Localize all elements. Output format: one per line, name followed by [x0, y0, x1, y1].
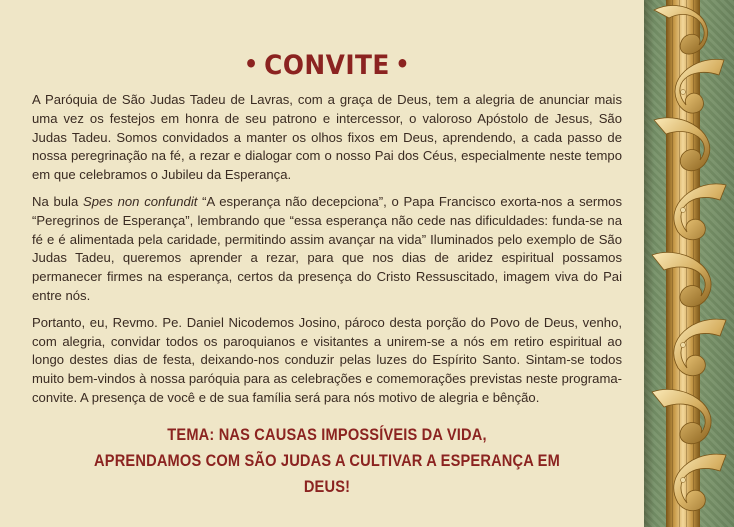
bula-text-start: Na bula — [32, 193, 84, 209]
bula-title-italic: Spes non confundit — [83, 193, 198, 209]
title-text: CONVITE — [264, 50, 390, 81]
acanthus-leaves-ornament — [644, 0, 734, 527]
page-title — [56, 50, 599, 81]
paragraph-invitation: Portanto, eu, Revmo. Pe. Daniel Nicodemos Josino, pároco desta porção do Povo de Deus, venho, com alegria, convidar todos os paroquianos e visitantes a unirem-se a nós em retiro espiritual ao longo destes dias de festa, deixando-nos conduzir pelas luzes do Espírito Santo. Sintam-se todos muito bem-vindos à nossa paróquia para as celebrações e comemorações previstas neste programa-convite. A presença de você e de sua família será para nós motivo de alegria e bênção. — [32, 314, 622, 405]
invitation-content — [32, 50, 622, 500]
bula-text-rest: “A esperança não decepciona”, o Papa Francisco exorta-nos a sermos “Peregrinos de Esperança”, lembrando que “essa esperança não cede nas dificuldades: funda-se na fé e é alimentada pela caridade, permitindo assim avançar na vida” Iluminados pelo exemplo de São Judas Tadeu, queremos aprender a rezar, para que nos dias de aridez espiritual possamos permanecer firmes na esperança, certos da presença do Cristo Ressuscitado, imagem viva do Pai entre nós. — [32, 193, 622, 303]
theme-block — [73, 422, 580, 500]
title-bullet-left: • — [244, 50, 259, 78]
theme-line-2: APRENDAMOS COM SÃO JUDAS A CULTIVAR A ESPERANÇA EM DEUS! — [94, 450, 560, 496]
title-bullet-right: • — [395, 50, 410, 78]
theme-line-1: TEMA: NAS CAUSAS IMPOSSÍVEIS DA VIDA, — [167, 424, 487, 444]
ornamental-border — [644, 0, 734, 527]
paragraph-bula — [32, 193, 622, 306]
paragraph-intro: A Paróquia de São Judas Tadeu de Lavras, com a graça de Deus, tem a alegria de anunciar mais uma vez os festejos em honra de seu patrono e intercessor, o valoroso Apóstolo de Jesus, São Judas Tadeu. Somos convidados a manter os olhos fixos em Deus, aprendendo, a cada passo de nossa peregrinação na fé, a rezar e dialogar com o nosso Pai dos Céus, especialmente neste tempo em que celebramos o Jubileu da Esperança. — [32, 92, 622, 183]
